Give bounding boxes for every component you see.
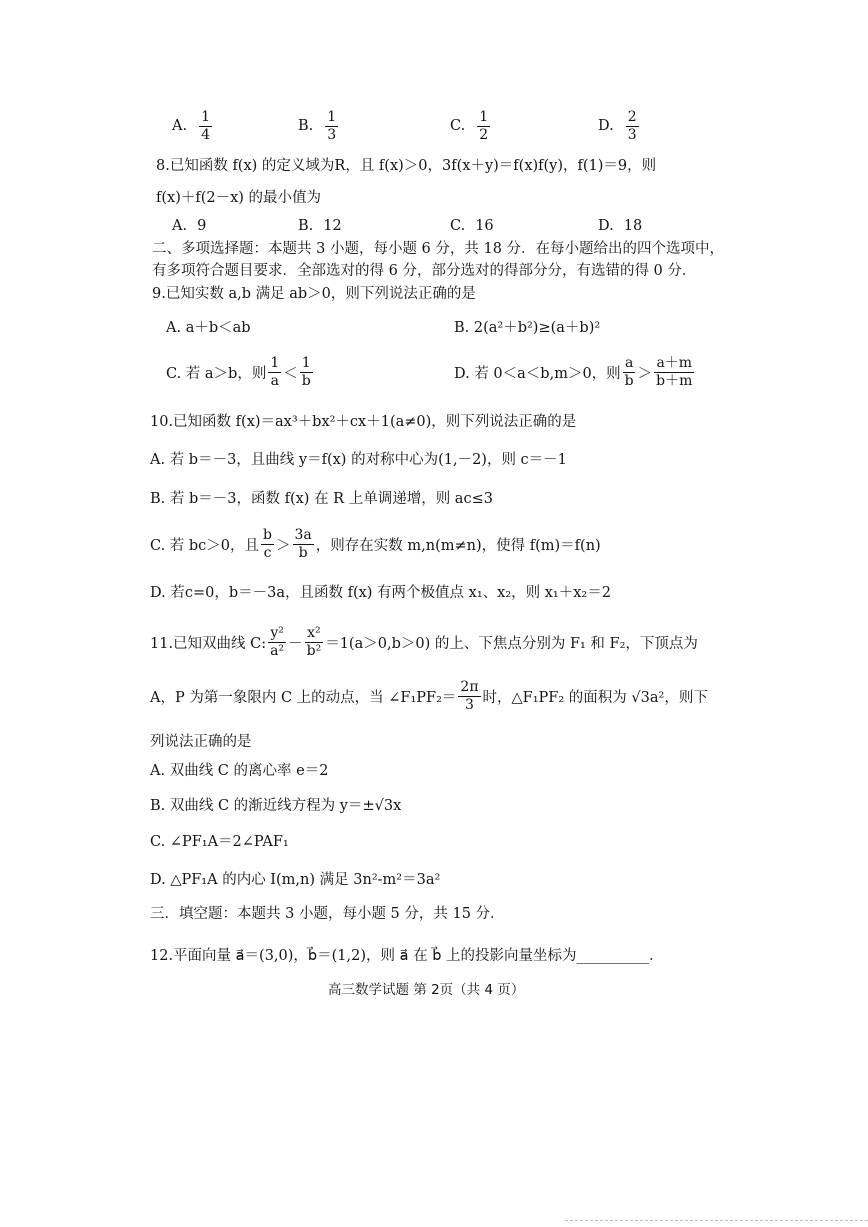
fraction: $\frac{1}{3}$ [327,109,337,143]
q8-stem-line2: f(x)＋f(2－x) 的最小值为 [156,190,322,206]
q11-option-d: D. △PF₁A 的内心 I(m,n) 满足 3n²-m²＝3a² [150,872,441,888]
q11-option-a: A. 双曲线 C 的离心率 e＝2 [150,763,329,779]
fraction: $\frac{\text{y²}}{\text{a²}}$ [270,625,285,659]
page-footer: 高三数学试题 第 2页（共 4 页） [328,982,525,998]
fraction: $\frac{\text{x²}}{\text{b²}}$ [306,625,322,659]
q10-option-d: D. 若c=0，b＝－3a，且函数 f(x) 有两个极值点 x₁、x₂，则 x₁＋x₂＝2 [150,585,611,601]
fraction: $\frac{a+m}{b+m}$ [656,355,693,389]
q10-option-c: C. 若 bc＞0，且 $\frac{b}{c}$ ＞ $\frac{3a}{b}$ ，则存在实数 m,n(m≠n)，使得 f(m)＝f(n) [150,527,601,561]
q11-stem-line1: 11.已知双曲线 C: $\frac{\text{y²}}{\text{a²}}$ － $\frac{\text{x²}}{\text{b²}}$ ＝1(a＞0,b＞0) 的上、下焦点分别为 F₁ 和 F₂，下顶点为 [150,625,698,659]
q8-stem-line1: 8.已知函数 f(x) 的定义域为R，且 f(x)＞0，3f(x＋y)＝f(x)f(y)，f(1)＝9，则 [156,158,657,174]
q8-option-b: B. 12 [298,218,342,234]
q10-option-a: A. 若 b＝－3，且曲线 y＝f(x) 的对称中心为(1,－2)，则 c＝－1 [150,452,567,468]
q9-option-b: B. 2(a²＋b²)≥(a＋b)² [454,320,601,336]
q10-stem: 10.已知函数 f(x)＝ax³＋bx²＋cx＋1(a≠0)，则下列说法正确的是 [150,414,577,430]
fraction: $\frac{a}{b}$ [624,355,634,389]
fraction: $\frac{2}{3}$ [627,109,637,143]
scan-edge-divider [565,1220,868,1221]
q7-option-d: D. $\frac{2}{3}$ [598,109,637,143]
q7-option-c: C. $\frac{1}{2}$ [450,109,489,143]
q9-option-c: C. 若 a＞b，则 $\frac{1}{a}$ ＜ $\frac{1}{b}$ [166,355,311,389]
fraction: $\frac{1}{a}$ [270,355,280,389]
q8-option-a: A. 9 [172,218,207,234]
q7-option-b: B. $\frac{1}{3}$ [298,109,337,143]
fraction: $\frac{3a}{b}$ [294,527,312,561]
q11-option-c: C. ∠PF₁A＝2∠PAF₁ [150,834,289,850]
fraction: $\frac{2\pi}{3}$ [460,679,479,713]
q9-option-d: D. 若 0＜a＜b,m＞0，则 $\frac{a}{b}$ ＞ $\frac{a+m}{b+m}$ [454,355,693,389]
q8-option-d: D. 18 [598,218,643,234]
fraction: $\frac{1}{b}$ [301,355,311,389]
section3-heading: 三．填空题：本题共 3 小题，每小题 5 分，共 15 分． [150,906,505,922]
q7-option-a: A. $\frac{1}{4}$ [172,109,211,143]
q9-option-a: A. a＋b＜ab [166,320,251,336]
section2-line2: 有多项符合题目要求．全部选对的得 6 分，部分选对的得部分分，有选错的得 0 分． [152,263,697,279]
q11-stem-line2: A，P 为第一象限内 C 上的动点，当 ∠F₁PF₂＝ $\frac{2\pi}{3}$ 时，△F₁PF₂ 的面积为 √3a²，则下 [150,679,708,713]
q9-stem: 9.已知实数 a,b 满足 ab＞0，则下列说法正确的是 [152,286,476,302]
fraction: $\frac{1}{4}$ [201,109,211,143]
q11-stem-line3: 列说法正确的是 [150,734,252,750]
section2-line1: 二、多项选择题：本题共 3 小题，每小题 6 分，共 18 分．在每小题给出的四个选项中， [152,241,725,257]
fraction: $\frac{1}{2}$ [479,109,489,143]
fraction: $\frac{b}{c}$ [263,527,273,561]
q11-option-b: B. 双曲线 C 的渐近线方程为 y＝±√3x [150,798,402,814]
q12-stem: 12.平面向量 a⃗＝(3,0)，b⃗＝(1,2)，则 a⃗ 在 b⃗ 上的投影向量坐标为__________． [150,948,664,964]
q10-option-b: B. 若 b＝－3，函数 f(x) 在 R 上单调递增，则 ac≤3 [150,491,493,507]
q8-option-c: C. 16 [450,218,494,234]
